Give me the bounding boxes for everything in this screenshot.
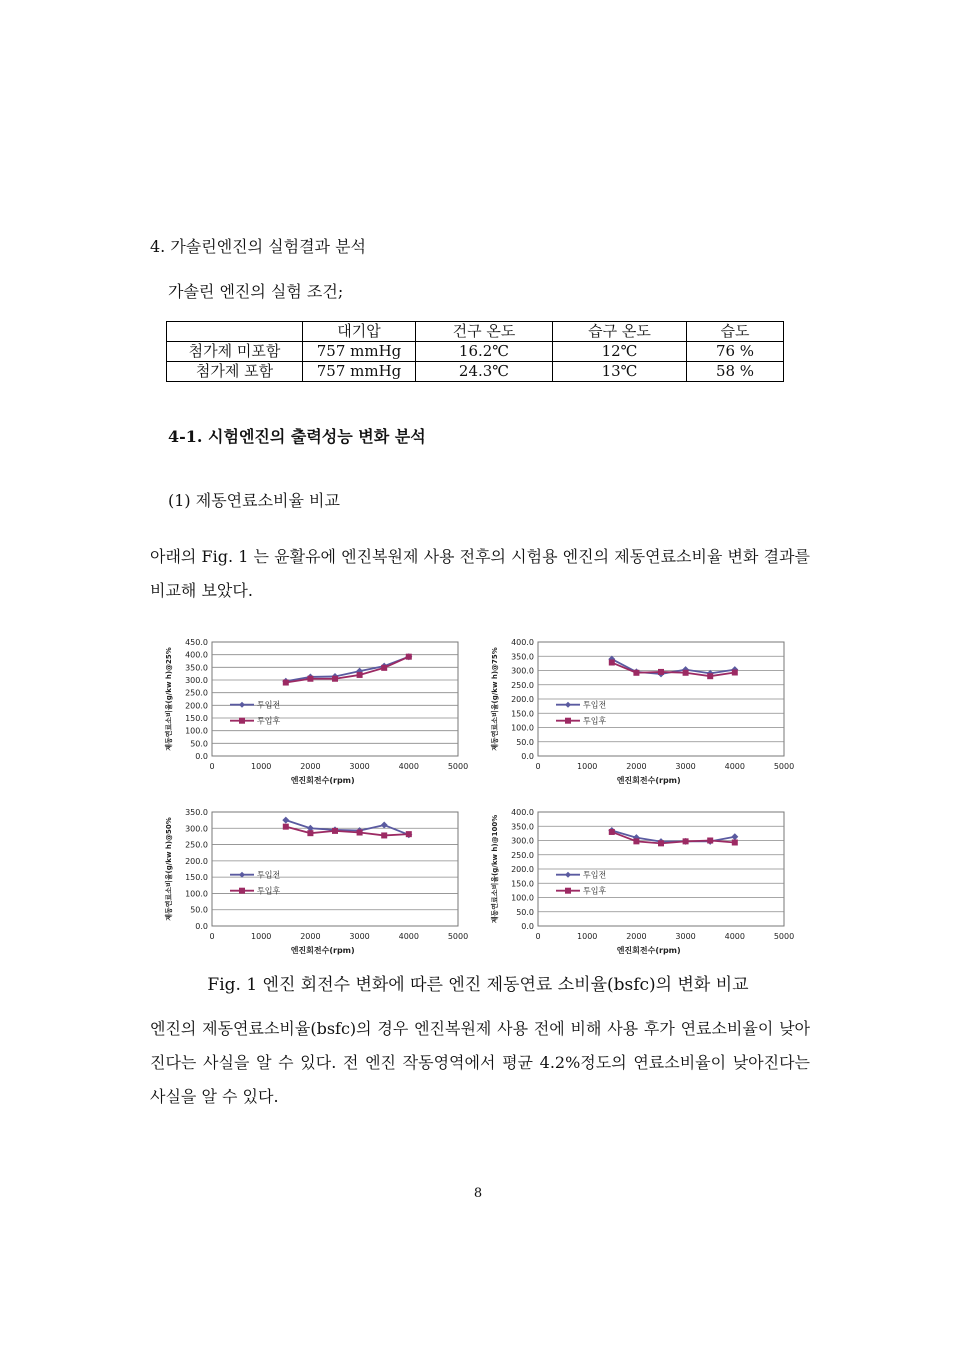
table-cell: 24.3℃ [416, 362, 553, 382]
x-tick-label: 2000 [300, 762, 321, 771]
x-axis-label: 엔진회전수(rpm) [616, 946, 681, 955]
data-point-marker [683, 670, 689, 676]
legend-label: 투입후 [583, 886, 607, 896]
data-point-marker [633, 838, 639, 844]
section-title: 4. 가솔린엔진의 실험결과 분석 [150, 237, 366, 256]
x-tick-label: 3000 [675, 762, 696, 771]
item-title: (1) 제동연료소비율 비교 [168, 491, 340, 510]
data-point-marker [381, 665, 387, 671]
y-tick-label: 150.0 [185, 873, 208, 883]
x-axis-label: 엔진회전수(rpm) [290, 946, 355, 955]
condition-label: 가솔린 엔진의 실험 조건; [168, 282, 344, 301]
x-tick-label: 0 [535, 762, 541, 771]
y-tick-label: 250.0 [185, 688, 208, 698]
y-tick-label: 300.0 [511, 836, 534, 846]
table-cell: 첨가제 포함 [167, 362, 303, 382]
bsfc-chart-100 [488, 802, 798, 962]
y-tick-label: 300.0 [185, 676, 208, 685]
legend-marker [565, 718, 571, 724]
x-tick-label: 2000 [626, 932, 647, 941]
data-point-marker [609, 829, 615, 835]
y-tick-label: 200.0 [511, 865, 534, 874]
y-tick-label: 0.0 [521, 752, 534, 761]
data-point-marker [732, 839, 738, 845]
y-tick-label: 200.0 [185, 701, 208, 711]
table-row [167, 362, 784, 382]
data-point-marker [633, 670, 639, 676]
data-point-marker [283, 824, 289, 830]
conclusion-paragraph: 엔진의 제동연료소비율(bsfc)의 경우 엔진복원제 사용 전에 비해 사용 후가 연료소비율이 낮아진다는 사실을 알 수 있다. 전 엔진 작동영역에서 평균 4.2%정도의 연료소비율이 낮아진다는 사실을 알 수 있다. [150, 1019, 810, 1106]
x-tick-label: 0 [209, 762, 215, 771]
x-tick-label: 1000 [251, 932, 272, 941]
table-header-cell: 건구 온도 [416, 322, 553, 342]
table-cell: 757 mmHg [303, 362, 416, 382]
x-tick-label: 1000 [577, 762, 598, 771]
table-row [167, 342, 784, 362]
data-point-marker [707, 673, 713, 679]
condition-table [166, 321, 784, 382]
y-tick-label: 50.0 [190, 905, 208, 915]
x-tick-label: 4000 [724, 932, 745, 941]
y-tick-label: 200.0 [185, 856, 208, 866]
data-point-marker [307, 676, 313, 682]
chart-svg [488, 802, 798, 962]
data-point-marker [381, 832, 387, 838]
x-tick-label: 1000 [577, 932, 598, 941]
x-tick-label: 2000 [626, 762, 647, 771]
data-point-marker [732, 669, 738, 675]
bsfc-chart-50 [162, 802, 472, 962]
y-tick-label: 50.0 [516, 737, 534, 747]
table-header-cell: 대기압 [303, 322, 416, 342]
data-point-marker [609, 660, 615, 666]
x-tick-label: 4000 [724, 762, 745, 771]
x-tick-label: 3000 [675, 932, 696, 941]
data-point-marker [683, 838, 689, 844]
y-tick-label: 300.0 [511, 666, 534, 676]
y-tick-label: 100.0 [185, 726, 208, 736]
data-point-marker [283, 680, 289, 686]
x-tick-label: 5000 [773, 932, 795, 941]
data-point-marker [332, 828, 338, 834]
table-cell: 13℃ [553, 362, 687, 382]
x-axis-label: 엔진회전수(rpm) [616, 776, 681, 785]
table-header-cell: 습도 [687, 322, 784, 342]
y-tick-label: 350.0 [185, 808, 208, 817]
y-axis-label: 제동연료소비율(g/kw h)@75% [491, 647, 499, 751]
y-tick-label: 250.0 [511, 850, 534, 860]
table-header-cell: 습구 온도 [553, 322, 687, 342]
legend-label: 투입전 [257, 870, 281, 880]
table-cell: 58 % [687, 362, 784, 382]
bsfc-chart-25 [162, 632, 472, 792]
y-tick-label: 0.0 [195, 922, 208, 931]
legend-label: 투입전 [583, 700, 607, 710]
bsfc-chart-75 [488, 632, 798, 792]
legend-marker [239, 718, 245, 724]
data-point-marker [658, 840, 664, 846]
y-tick-label: 350.0 [185, 663, 208, 673]
x-tick-label: 3000 [349, 762, 370, 771]
y-axis-label: 제동연료소비율(g/kw h)@50% [165, 817, 173, 921]
y-axis-label: 제동연료소비율(g/kw h)@100% [491, 814, 499, 924]
data-point-marker [707, 838, 713, 844]
legend-label: 투입전 [257, 700, 281, 710]
data-point-marker [357, 830, 363, 836]
y-tick-label: 350.0 [511, 652, 534, 662]
data-point-marker [658, 669, 664, 675]
x-tick-label: 0 [535, 932, 541, 941]
legend-label: 투입후 [257, 886, 281, 896]
y-tick-label: 350.0 [511, 822, 534, 832]
plot-area [212, 642, 458, 756]
y-tick-label: 450.0 [185, 638, 208, 647]
table-header-row [167, 322, 784, 342]
table-cell: 12℃ [553, 342, 687, 362]
x-tick-label: 5000 [773, 762, 795, 771]
x-tick-label: 4000 [398, 762, 419, 771]
y-tick-label: 0.0 [195, 752, 208, 761]
figure-caption: Fig. 1 엔진 회전수 변화에 따른 엔진 제동연료 소비율(bsfc)의 변화 비교 [207, 975, 749, 995]
x-tick-label: 0 [209, 932, 215, 941]
y-tick-label: 50.0 [516, 907, 534, 917]
chart-svg [162, 632, 472, 792]
y-tick-label: 300.0 [185, 824, 208, 834]
legend-marker [239, 888, 245, 894]
y-tick-label: 200.0 [511, 695, 534, 704]
page-number: 8 [473, 1186, 483, 1201]
y-tick-label: 150.0 [185, 714, 208, 723]
intro-paragraph: 아래의 Fig. 1 는 윤활유에 엔진복원제 사용 전후의 시험용 엔진의 제동연료소비율 변화 결과를 비교해 보았다. [150, 547, 810, 600]
table-header-cell [167, 322, 303, 342]
x-axis-label: 엔진회전수(rpm) [290, 776, 355, 785]
y-tick-label: 250.0 [185, 840, 208, 850]
legend-label: 투입후 [583, 716, 607, 726]
x-tick-label: 5000 [447, 762, 469, 771]
x-tick-label: 3000 [349, 932, 370, 941]
data-point-marker [307, 830, 313, 836]
y-axis-label: 제동연료소비율(g/kw h)@25% [165, 647, 173, 751]
x-tick-label: 1000 [251, 762, 272, 771]
chart-svg [162, 802, 472, 962]
y-tick-label: 400.0 [511, 808, 534, 817]
chart-svg [488, 632, 798, 792]
y-tick-label: 100.0 [511, 893, 534, 903]
y-tick-label: 150.0 [511, 709, 534, 719]
y-tick-label: 0.0 [521, 922, 534, 931]
x-tick-label: 2000 [300, 932, 321, 941]
y-tick-label: 250.0 [511, 680, 534, 690]
table-cell: 16.2℃ [416, 342, 553, 362]
legend-label: 투입전 [583, 870, 607, 880]
y-tick-label: 400.0 [185, 650, 208, 660]
subsection-title: 4-1. 시험엔진의 출력성능 변화 분석 [168, 427, 426, 446]
data-point-marker [357, 672, 363, 678]
y-tick-label: 150.0 [511, 879, 534, 889]
legend-marker [565, 888, 571, 894]
data-point-marker [332, 676, 338, 682]
y-tick-label: 50.0 [190, 739, 208, 749]
table-cell: 76 % [687, 342, 784, 362]
x-tick-label: 4000 [398, 932, 419, 941]
data-point-marker [406, 654, 412, 660]
table-cell: 757 mmHg [303, 342, 416, 362]
legend-label: 투입후 [257, 716, 281, 726]
table-cell: 첨가제 미포함 [167, 342, 303, 362]
y-tick-label: 400.0 [511, 638, 534, 647]
x-tick-label: 5000 [447, 932, 469, 941]
y-tick-label: 100.0 [511, 723, 534, 733]
data-point-marker [406, 831, 412, 837]
y-tick-label: 100.0 [185, 889, 208, 899]
